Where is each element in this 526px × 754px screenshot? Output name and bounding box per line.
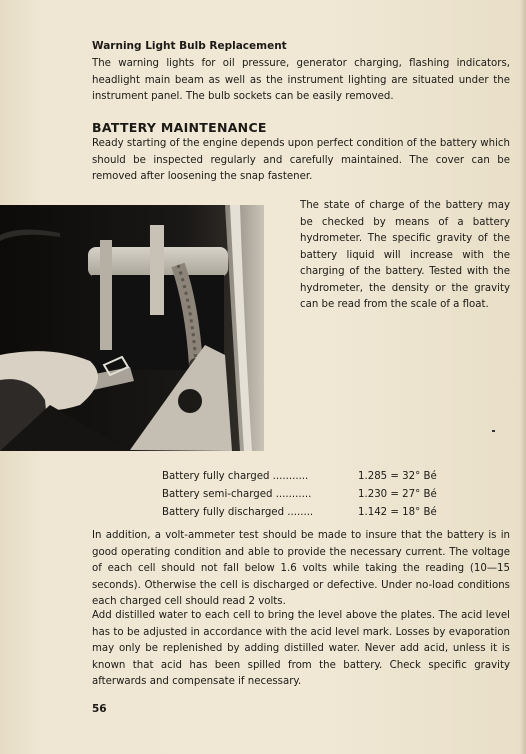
page-number: 56 [92,703,107,715]
battery-photo [0,205,264,451]
table-label: Battery semi-charged ........... [162,489,312,500]
volt-ammeter-text: In addition, a volt-ammeter test should be made to insure that the battery is in good operating condition and able to provide the necessary current. The voltage of each cell should not fall below 1.6 volts while taking the reading (10—15 seconds). Otherwise the cell is discharged or defective. Under no-load conditions each charged cell should read 2 volts. [92,530,510,607]
table-label: Battery fully charged ........... [162,471,309,482]
bulb-replacement-heading: Warning Light Bulb Replacement [92,40,287,52]
table-value: 1.230 = 27° Bé [358,489,437,500]
table-label: Battery fully discharged ........ [162,507,314,518]
battery-intro-text: Ready starting of the engine depends upon perfect condition of the battery which should be inspected regularly and carefully maintained. The cover can be removed after loosening the snap fastener. [92,138,510,182]
table-value: 1.142 = 18° Bé [358,507,437,518]
page-speck [492,430,495,432]
table-value: 1.285 = 32° Bé [358,471,437,482]
battery-photo-illustration [0,205,264,451]
battery-maintenance-heading: BATTERY MAINTENANCE [92,120,267,135]
bulb-replacement-text: The warning lights for oil pressure, generator charging, flashing indicators, headlight main beam as well as the instrument lighting are situated under the instrument panel. The bulb sockets can be easily removed. [92,58,510,102]
page-edge-shadow [520,0,526,754]
distilled-water-text: Add distilled water to each cell to bring the level above the plates. The acid level has to be adjusted in accordance with the acid level mark. Losses by evaporation may only be replenished by adding distilled water. Never add acid, unless it is known that acid has been spilled from the battery. Check specific gravity afterwards and compensate if necessary. [92,610,510,687]
hydrometer-text: The state of charge of the battery may be checked by means of a battery hydrometer. The specific gravity of the battery liquid will increase with the charging of the battery. Tested with the hydrometer, the density or the gravity can be read from the scale of a float. [300,200,510,310]
